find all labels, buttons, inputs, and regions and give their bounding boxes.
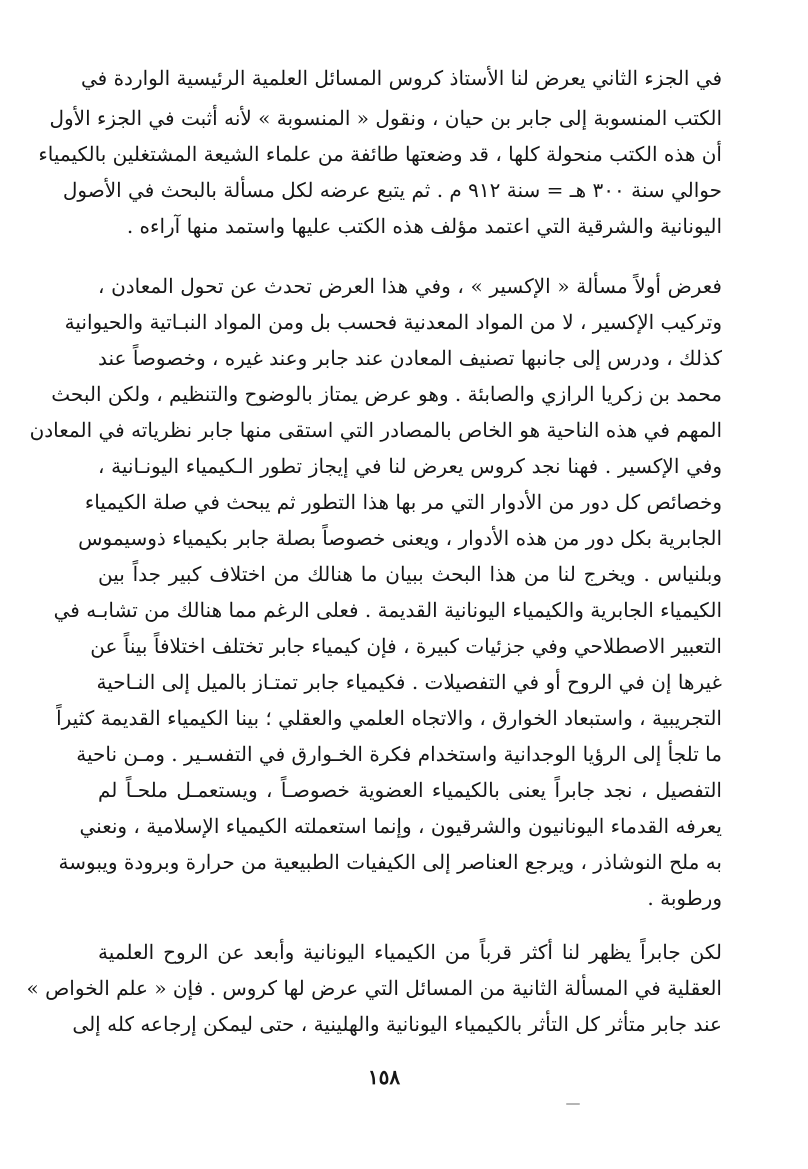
text-line: فعرض أولاً مسألة « الإكسير » ، وفي هذا العرض تحدث عن تحول المعادن ، [98, 274, 722, 298]
text-line: يعرفه القدماء اليونانيون والشرقيون ، وإنما استعملته الكيمياء الإسلامية ، ونعني [79, 814, 722, 838]
text-line: كذلك ، ودرس إلى جانبها تصنيف المعادن عند جابر وعند غيره ، وخصوصاً عند [98, 346, 722, 370]
text-line: حوالي سنة ٣٠٠ هـ = سنة ٩١٢ م . ثم يتبع عرضه لكل مسألة بالبحث في الأصول [62, 178, 722, 202]
text-line: وبلنياس . ويخرج لنا من هذا البحث ببيان ما هنالك من اختلاف كبير جداً بين [98, 562, 722, 586]
text-line: وتركيب الإكسير ، لا من المواد المعدنية فحسب بل ومن المواد النبـاتية والحيوانية [64, 310, 722, 334]
text-line: عند جابر متأثر كل التأثر بالكيمياء اليونانية والهلينية ، حتى ليمكن إرجاعه كله إلى [72, 1012, 722, 1036]
scan-mark [566, 1103, 580, 1105]
text-line: الجابرية بكل دور من هذه الأدوار ، ويعنى خصوصاً بصلة جابر بكيمياء ذوسيموس [78, 526, 722, 550]
text-line: المهم في هذه الناحية هو الخاص بالمصادر التي استقى منها جابر نظرياته في المعادن [29, 418, 722, 442]
text-line: العقلية في المسألة الثانية من المسائل التي عرض لها كروس . فإن « علم الخواص » [26, 976, 722, 1000]
text-line: به ملح النوشاذر ، ويرجع العناصر إلى الكيفيات الطبيعية من حرارة وبرودة ويبوسة [58, 850, 722, 874]
text-line: وخصائص كل دور من الأدوار التي مر بها هذا التطور ثم يبحث في صلة الكيمياء [84, 490, 722, 514]
text-line: الكيمياء الجابرية والكيمياء اليونانية القديمة . فعلى الرغم مما هنالك من تشابـه في [53, 598, 722, 622]
text-line: أن هذه الكتب منحولة كلها ، قد وضعتها طائفة من علماء الشيعة المشتغلين بالكيمياء [38, 142, 722, 166]
text-line: اليونانية والشرقية التي اعتمد مؤلف هذه الكتب عليها واستمد منها آراءه . [126, 214, 722, 238]
text-line: غيرها إن في الروح أو في التفصيلات . فكيمياء جابر تمتـاز بالميل إلى النـاحية [96, 670, 722, 694]
text-line: في الجزء الثاني يعرض لنا الأستاذ كروس المسائل العلمية الرئيسية الواردة في [80, 66, 722, 90]
page-number: ١٥٨ [367, 1065, 401, 1089]
text-line: وفي الإكسير . فهنا نجد كروس يعرض لنا في إيجاز تطور الـكيمياء اليونـانية ، [98, 454, 722, 478]
text-line: الكتب المنسوبة إلى جابر بن حيان ، ونقول « المنسوبة » لأنه أثبت في الجزء الأول [49, 106, 722, 130]
text-line: لكن جابراً يظهر لنا أكثر قرباً من الكيمياء اليونانية وأبعد عن الروح العلمية [98, 940, 722, 964]
text-line: التفصيل ، نجد جابراً يعنى بالكيمياء العضوية خصوصـاً ، ويستعمـل ملحـاً لم [98, 778, 722, 802]
text-line: التعبير الاصطلاحي وفي جزئيات كبيرة ، فإن كيمياء جابر تختلف اختلافاً بيناً عن [90, 634, 722, 658]
text-line: ورطوبة . [647, 886, 722, 910]
text-line: التجريبية ، واستبعاد الخوارق ، والاتجاه العلمي والعقلي ؛ بينا الكيمياء القديمة كثيراً [56, 706, 722, 730]
text-line: محمد بن زكريا الرازي والصابئة . وهو عرض يمتاز بالوضوح والتنظيم ، ولكن البحث [51, 382, 722, 406]
text-line: ما تلجأ إلى الرؤيا الوجدانية واستخدام فكرة الخـوارق في التفسـير . ومـن ناحية [76, 742, 722, 766]
